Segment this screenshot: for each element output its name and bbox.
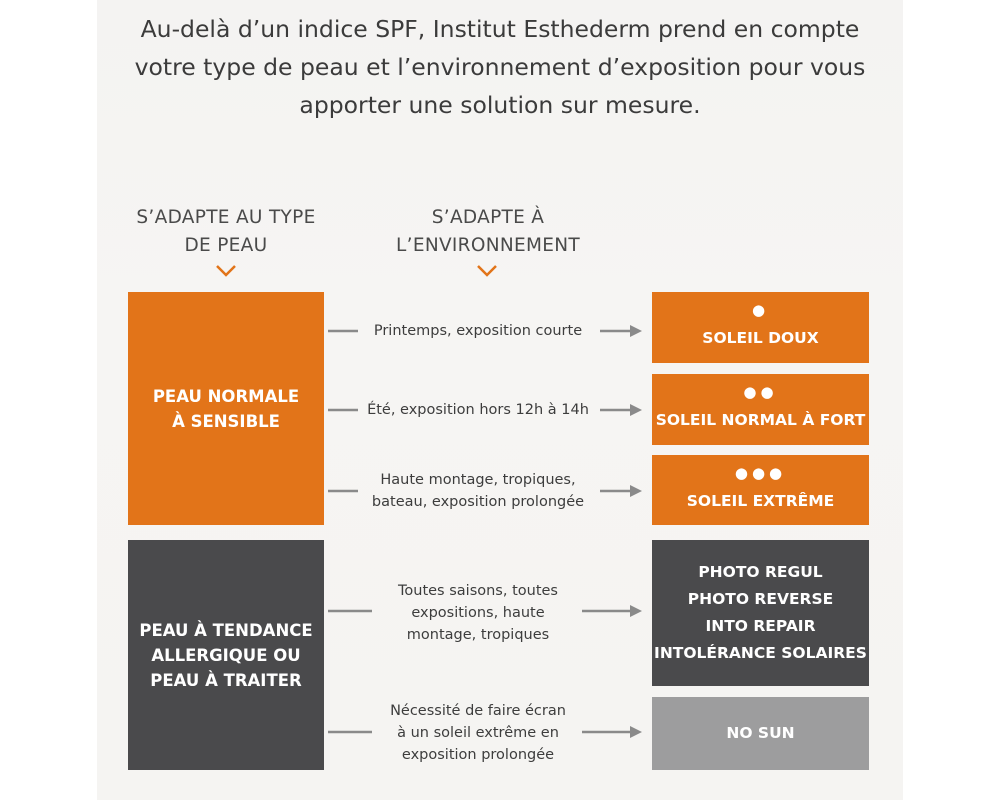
sun-intensity-dots: ● — [751, 301, 770, 319]
sun-intensity-dots: ●●● — [734, 463, 787, 482]
condition-line: à un soleil extrême en — [397, 725, 559, 741]
header-line: S’ADAPTE À — [431, 207, 545, 228]
box-line: PEAU À TENDANCE — [139, 620, 313, 640]
intro-line: votre type de peau et l’environnement d’exposition pour vous — [134, 53, 866, 81]
condition-line: Nécessité de faire écran — [390, 703, 566, 719]
box-line: À SENSIBLE — [172, 411, 280, 431]
box-line: PHOTO REGUL — [698, 563, 823, 581]
condition-line: montage, tropiques — [406, 627, 550, 643]
box-line: INTO REPAIR — [705, 617, 816, 635]
box-line: SOLEIL DOUX — [702, 329, 819, 347]
condition-line: Haute montage, tropiques, — [380, 472, 576, 488]
result-box-no-sun — [652, 697, 869, 770]
box-line: PHOTO REVERSE — [687, 590, 834, 608]
condition-line: bateau, exposition prolongée — [371, 494, 585, 510]
result-box-soleil-normal-fort — [652, 374, 869, 445]
result-box-soleil-doux — [652, 292, 869, 363]
header-line: L’ENVIRONNEMENT — [396, 235, 580, 256]
box-line: PEAU À TRAITER — [150, 670, 302, 690]
box-line: INTOLÉRANCE SOLAIRES — [654, 644, 867, 662]
header-line: S’ADAPTE AU TYPE — [136, 207, 316, 228]
condition-line: Printemps, exposition courte — [373, 323, 583, 339]
result-box-soleil-extreme — [652, 455, 869, 525]
result-box-products — [652, 540, 869, 686]
condition-line: exposition prolongée — [401, 747, 555, 763]
header-line: DE PEAU — [184, 235, 268, 256]
condition-line: Toutes saisons, toutes — [398, 583, 558, 599]
sun-intensity-dots: ●● — [743, 383, 778, 401]
condition-line: Été, exposition hors 12h à 14h — [367, 402, 589, 418]
box-line: SOLEIL NORMAL À FORT — [655, 411, 866, 429]
intro-line: Au-delà d’un indice SPF, Institut Esthederm prend en compte — [140, 15, 860, 43]
intro-line: apporter une solution sur mesure. — [299, 91, 701, 119]
box-line: PEAU NORMALE — [152, 386, 300, 406]
box-line: ALLERGIQUE OU — [151, 645, 301, 665]
box-line: NO SUN — [726, 724, 795, 742]
box-line: SOLEIL EXTRÊME — [686, 491, 835, 510]
condition-line: expositions, haute — [411, 605, 545, 621]
